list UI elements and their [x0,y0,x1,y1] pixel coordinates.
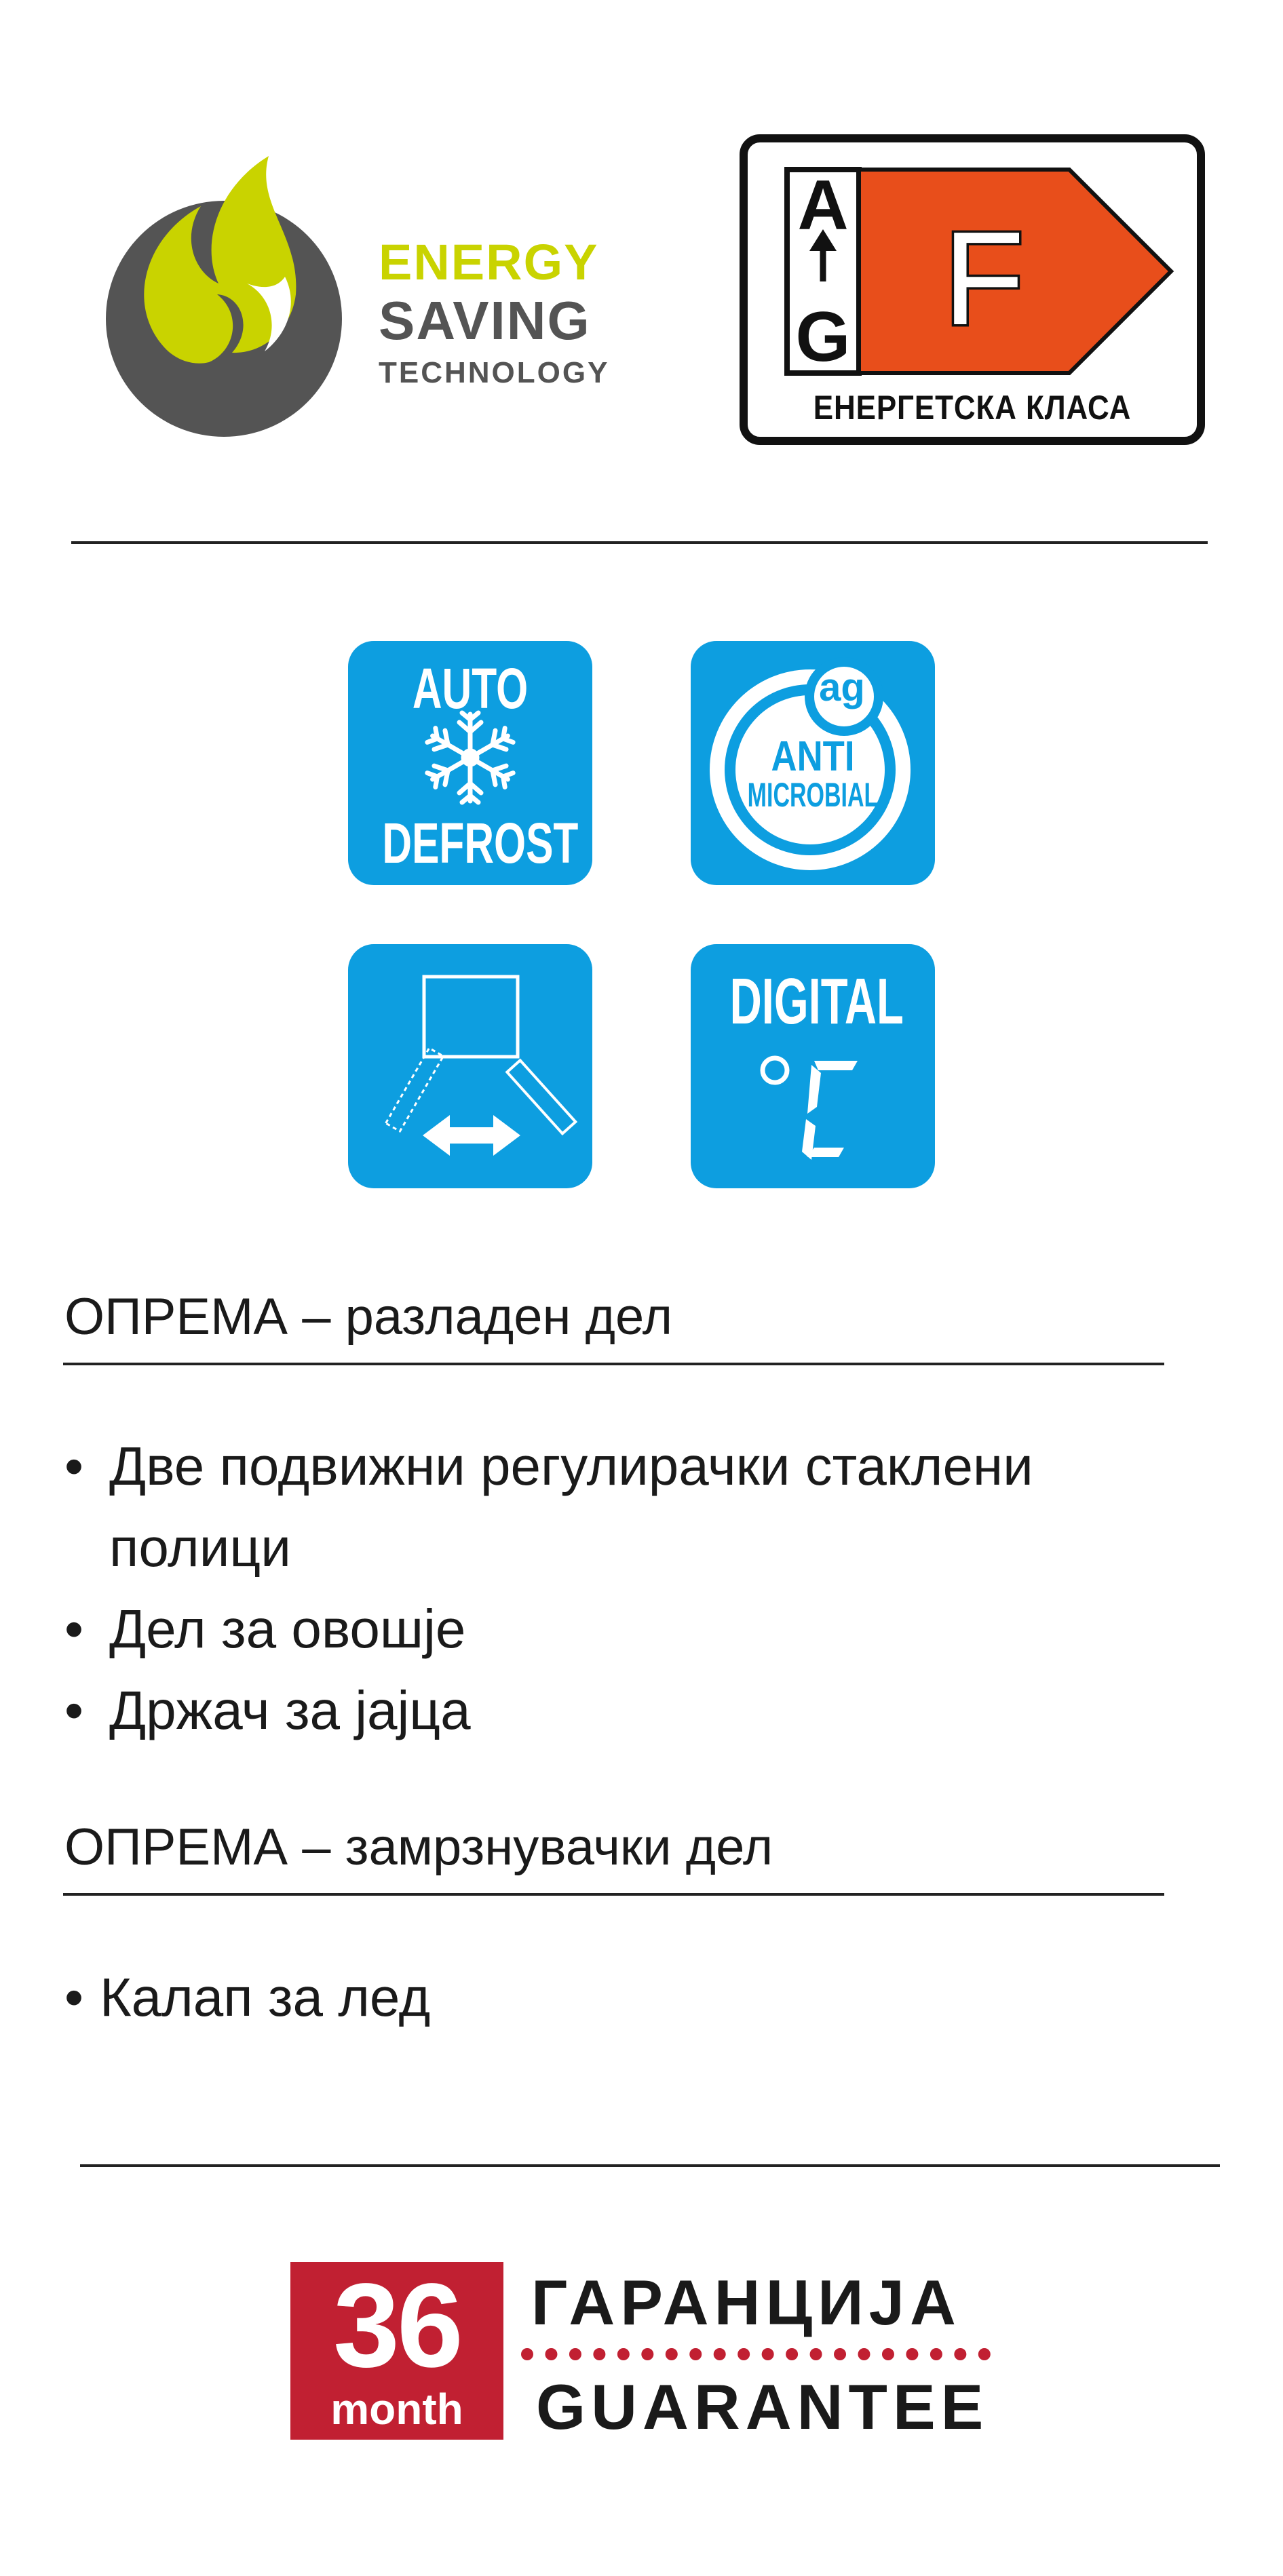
energy-saving-logo [102,151,665,442]
list-item [64,1588,1218,1670]
fridge-equipment-list [64,1426,1218,1751]
divider-freezer [63,1893,1164,1896]
energy-class-caption: ЕНЕРГЕТСКА КЛАСА [813,389,1132,427]
divider-bottom [80,2164,1220,2167]
dotted-separator [521,2348,991,2360]
guarantee-badge [290,2259,1010,2445]
energy-class-label [740,134,1205,445]
scale-top-letter: A [797,166,849,245]
fridge-equipment-title: ОПРЕМА – разладен дел [64,1288,673,1346]
guarantee-months-number: 36 [333,2259,461,2392]
guarantee-label-mk: ГАРАНЦИЈА [531,2267,961,2338]
bullet: • [64,1967,84,2027]
silver-ag-badge: ag [819,665,865,709]
microbial-label: MICROBIAL [747,776,879,814]
antimicrobial-badge [691,641,935,885]
list-item [64,1957,430,2038]
airflow-icon [348,944,592,1188]
list-item-text: Калап за лед [100,1967,431,2027]
technology-word: TECHNOLOGY [379,356,610,389]
divider-fridge [63,1363,1164,1365]
auto-defrost-badge [348,641,592,885]
list-item-text: Две подвижни регулирачки стаклени полици [109,1436,1033,1578]
flame-leaf-icon [102,151,346,442]
freezer-equipment-title: ОПРЕМА – замрзнувачки дел [64,1818,773,1876]
guarantee-months-box [290,2259,503,2440]
freezer-equipment-list [64,1957,430,2038]
guarantee-months-unit: month [330,2385,463,2434]
auto-label: AUTO [412,657,529,720]
anti-label: ANTI [771,733,855,780]
class-letter: F [943,204,1025,353]
defrost-label: DEFROST [382,811,579,875]
guarantee-label-en: GUARANTEE [536,2371,989,2442]
bullet: • [64,1680,84,1740]
airflow-badge [348,944,592,1188]
bullet: • [64,1436,84,1496]
digital-display-badge [691,944,935,1188]
saving-word: SAVING [379,290,591,351]
energy-word: ENERGY [379,234,599,290]
list-item [64,1426,1195,1588]
list-item-text: Држач за јајца [109,1680,471,1740]
list-item-text: Дел за овошје [109,1599,466,1659]
list-item [64,1670,1218,1751]
digital-label: DIGITAL [729,965,904,1038]
scale-bottom-letter: G [795,298,851,376]
bullet: • [64,1599,84,1659]
divider-top [71,541,1208,544]
